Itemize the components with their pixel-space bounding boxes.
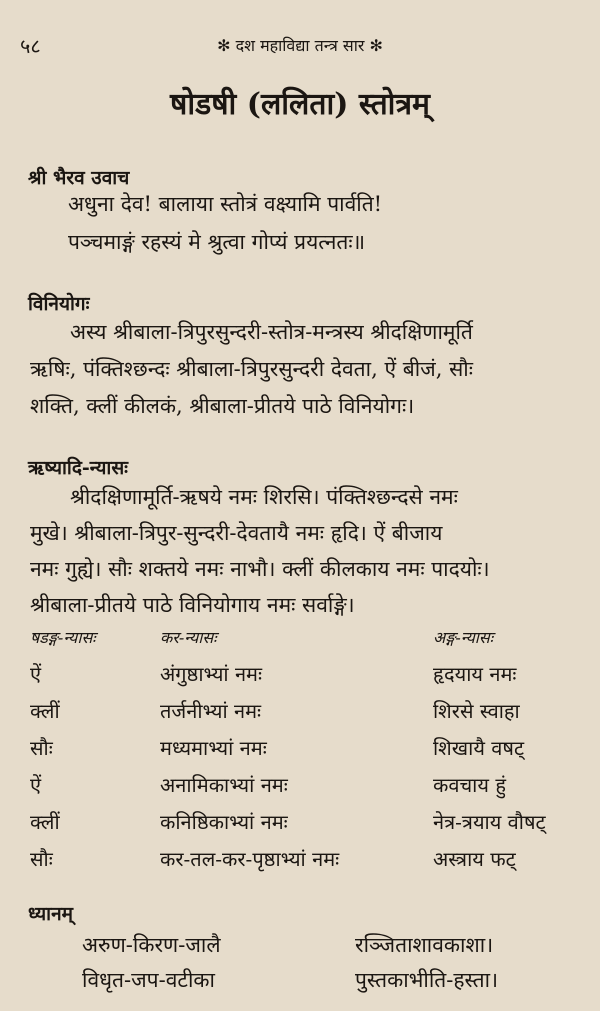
nyasa-line-1: श्रीदक्षिणामूर्ति-ऋषये नमः शिरसि। पंक्तिश्छन्दसे नमः (70, 485, 458, 509)
anga-nyasa-cell: शिरसे स्वाहा (433, 699, 520, 723)
verse-line-1: अधुना देव! बालाया स्तोत्रं वक्ष्यामि पार्वति! (68, 192, 383, 216)
nyasa-table-header (0, 626, 600, 652)
bija-cell: क्लीं (30, 810, 60, 834)
kara-nyasa-cell: अनामिकाभ्यां नमः (160, 773, 288, 797)
page-header (0, 30, 600, 58)
header-shadanga-nyasa: षडङ्ग-न्यासः (30, 628, 96, 647)
section-heading-rishyadi-nyasa: ऋष्यादि-न्यासः (28, 457, 129, 479)
running-title: ✻ दश महाविद्या तन्त्र सार ✻ (217, 36, 383, 55)
dhyana-line-1-second-half: रञ्जिताशावकाशा। (355, 933, 494, 957)
table-row (0, 771, 600, 811)
section-heading-bhairava-uvacha: श्री भैरव उवाच (28, 167, 130, 189)
table-row (0, 660, 600, 700)
dhyana-line-1-first-half: अरुण-किरण-जालै (82, 933, 221, 957)
viniyoga-line-1: अस्य श्रीबाला-त्रिपुरसुन्दरी-स्तोत्र-मन्त्रस्य श्रीदक्षिणामूर्ति (70, 320, 473, 344)
kara-nyasa-cell: कनिष्ठिकाभ्यां नमः (160, 810, 288, 834)
table-row (0, 845, 600, 885)
table-row (0, 734, 600, 774)
viniyoga-line-2: ऋषिः, पंक्तिश्छन्दः श्रीबाला-त्रिपुरसुन्दरी देवता, ऐं बीजं, सौः (30, 357, 473, 381)
section-heading-viniyoga: विनियोगः (28, 293, 90, 315)
viniyoga-line-3: शक्ति, क्लीं कीलकं, श्रीबाला-प्रीतये पाठे विनियोगः। (30, 394, 415, 418)
anga-nyasa-cell: अस्त्राय फट् (433, 847, 516, 871)
header-kara-nyasa: कर-न्यासः (160, 628, 217, 647)
stotram-title: षोडषी (ललिता) स्तोत्रम् (170, 87, 430, 122)
anga-nyasa-cell: शिखायै वषट् (433, 736, 525, 760)
page-number: ५८ (20, 34, 41, 58)
anga-nyasa-cell: हृदयाय नमः (433, 662, 517, 686)
nyasa-line-3: नमः गुह्ये। सौः शक्तये नमः नाभौ। क्लीं कीलकाय नमः पादयोः। (30, 557, 490, 581)
kara-nyasa-cell: मध्यमाभ्यां नमः (160, 736, 267, 760)
bija-cell: सौः (30, 736, 53, 760)
kara-nyasa-cell: तर्जनीभ्यां नमः (160, 699, 262, 723)
verse-line-2: पञ्चमाङ्गं रहस्यं मे श्रुत्वा गोप्यं प्रयत्नतः॥ (68, 230, 366, 254)
bija-cell: क्लीं (30, 699, 60, 723)
bija-cell: ऐं (30, 662, 42, 686)
header-anga-nyasa: अङ्ग-न्यासः (433, 628, 493, 647)
dhyana-line-2-second-half: पुस्तकाभीति-हस्ता। (355, 968, 499, 992)
table-row (0, 697, 600, 737)
kara-nyasa-cell: अंगुष्ठाभ्यां नमः (160, 662, 263, 686)
anga-nyasa-cell: नेत्र-त्रयाय वौषट् (433, 810, 546, 834)
bija-cell: सौः (30, 847, 53, 871)
bija-cell: ऐं (30, 773, 42, 797)
nyasa-line-4: श्रीबाला-प्रीतये पाठे विनियोगाय नमः सर्वाङ्गे। (30, 593, 355, 617)
section-heading-dhyanam: ध्यानम् (28, 903, 73, 925)
dhyana-line-2-first-half: विधृत-जप-वटीका (82, 968, 215, 992)
kara-nyasa-cell: कर-तल-कर-पृष्ठाभ्यां नमः (160, 847, 340, 871)
anga-nyasa-cell: कवचाय हुं (433, 773, 506, 797)
table-row (0, 808, 600, 848)
nyasa-line-2: मुखे। श्रीबाला-त्रिपुर-सुन्दरी-देवतायै नमः हृदि। ऐं बीजाय (30, 521, 443, 545)
